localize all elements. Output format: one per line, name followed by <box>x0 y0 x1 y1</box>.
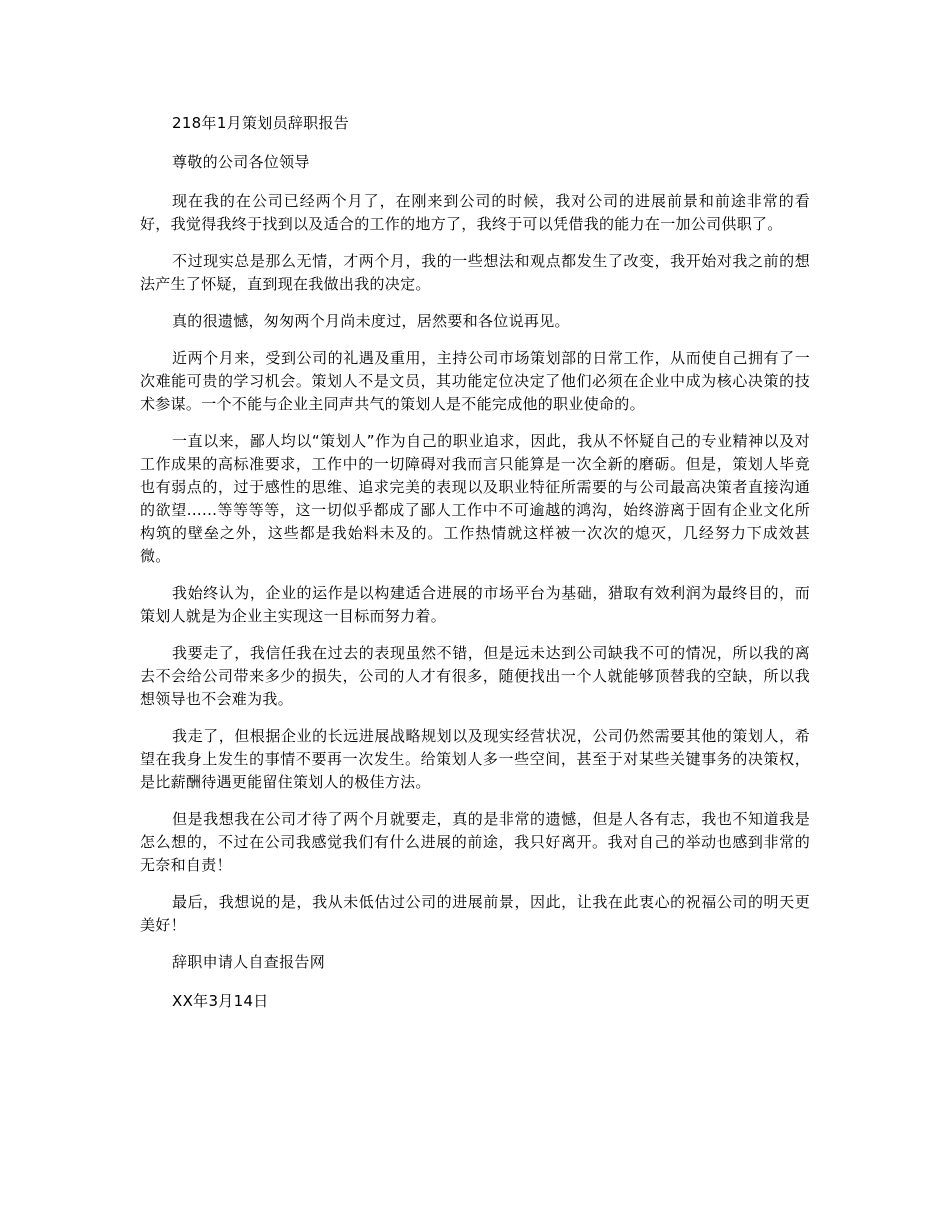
date: XX年3月14日 <box>172 992 269 1010</box>
document-page <box>140 112 810 1013</box>
body-paragraph: 一直以来，鄙人均以“策划人”作为自己的职业追求，因此，我从不怀疑自己的专业精神以及对工作成果的高标准要求，工作中的一切障碍对我而言只能算是一次全新的磨砺。但是，策划人毕竟也有弱点的，过于感性的思维、追求完美的表现以及职业特征所需要的与公司最高决策者直接沟通的欲望......等等等等，这一切似乎都成了鄙人工作中不可逾越的鸿沟，始终游离于固有企业文化所构筑的壁垒之外，这些都是我始料未及的。工作热情就这样被一次次的熄灭，几经努力下成效甚微。 <box>140 432 810 565</box>
body-paragraph: 但是我想我在公司才待了两个月就要走，真的是非常的遗憾，但是人各有志，我也不知道我是怎么想的，不过在公司我感觉我们有什么进展的前途，我只好离开。我对自己的举动也感到非常的无奈和自责！ <box>140 810 810 874</box>
body-paragraph: 近两个月来，受到公司的礼遇及重用，主持公司市场策划部的日常工作，从而使自己拥有了一次难能可贵的学习机会。策划人不是文员，其功能定位决定了他们必须在企业中成为核心决策的技术参谋。一个不能与企业主同声共气的策划人是不能完成他的职业使命的。 <box>140 349 810 413</box>
body-paragraph: 真的很遗憾，匆匆两个月尚未度过，居然要和各位说再见。 <box>172 312 570 330</box>
body-paragraph: 我始终认为，企业的运作是以构建适合进展的市场平台为基础，猎取有效利润为最终目的，而策划人就是为企业主实现这一目标而努力着。 <box>140 584 810 625</box>
document-title: 218年1月策划员辞职报告 <box>172 114 350 132</box>
body-paragraph: 我走了，但根据企业的长远进展战略规划以及现实经营状况，公司仍然需要其他的策划人，希望在我身上发生的事情不要再一次发生。给策划人多一些空间，甚至于对某些关键事务的决策权，是比薪酬待遇更能留住策划人的极佳方法。 <box>140 727 810 791</box>
salutation: 尊敬的公司各位领导 <box>172 153 310 171</box>
body-paragraph: 现在我的在公司已经两个月了，在刚来到公司的时候，我对公司的进展前景和前途非常的看好，我觉得我终于找到以及适合的工作的地方了，我终于可以凭借我的能力在一加公司供职了。 <box>140 192 810 233</box>
signature: 辞职申请人自查报告网 <box>172 953 326 971</box>
body-paragraph: 不过现实总是那么无情，才两个月，我的一些想法和观点都发生了改变，我开始对我之前的想法产生了怀疑，直到现在我做出我的决定。 <box>140 252 810 293</box>
body-paragraph: 我要走了，我信任我在过去的表现虽然不错，但是远未达到公司缺我不可的情况，所以我的离去不会给公司带来多少的损失，公司的人才有很多，随便找出一个人就能够顶替我的空缺，所以我想领导也不会难为我。 <box>140 644 810 708</box>
body-paragraph: 最后，我想说的是，我从未低估过公司的进展前景，因此，让我在此衷心的祝福公司的明天更美好！ <box>140 893 810 934</box>
